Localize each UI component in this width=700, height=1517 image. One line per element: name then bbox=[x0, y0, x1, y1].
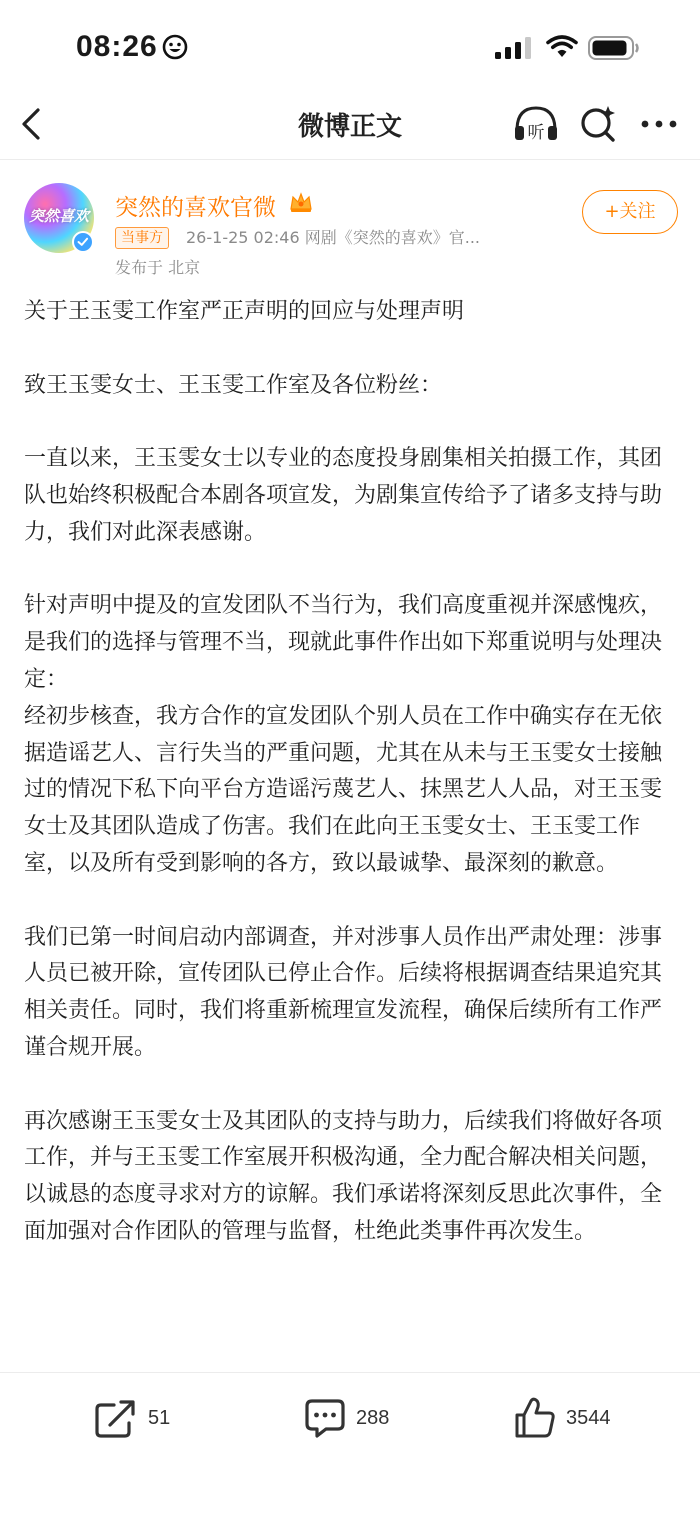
post-content bbox=[24, 294, 680, 1251]
comment-count: 288 bbox=[356, 1407, 390, 1429]
like-count: 3544 bbox=[566, 1407, 611, 1429]
post-meta: 26-1-25 02:46 网剧《突然的喜欢》官... bbox=[186, 228, 480, 247]
paragraph-gap bbox=[24, 883, 680, 920]
comment-button[interactable] bbox=[304, 1399, 414, 1439]
like-button[interactable] bbox=[514, 1399, 634, 1439]
battery-icon bbox=[588, 36, 640, 60]
post-title: 关于王玉雯工作室严正声明的回应与处理声明 bbox=[24, 299, 465, 324]
search-icon[interactable] bbox=[578, 102, 618, 146]
post-paragraph: 经初步核查，我方合作的宣发团队个别人员在工作中确实存在无依据造谣艺人、言行失当的严重问题，尤其在从未与王玉雯女士接触过的情况下私下向平台方造谣污蔑艺人、抹黑艺人人品，对王玉雯女士及其团队造成了伤害。我们在此向王玉雯女士、王玉雯工作室，以及所有受到影响的各方，致以最诚挚、最深刻的歉意。 bbox=[24, 703, 663, 876]
post-paragraph: 一直以来，王玉雯女士以专业的态度投身剧集相关拍摄工作，其团队也始终积极配合本剧各项宣发，为剧集宣传给予了诸多支持与助力，我们对此深表感谢。 bbox=[24, 446, 663, 545]
post-paragraph: 我们已第一时间启动内部调查，并对涉事人员作出严肃处理：涉事人员已被开除，宣传团队已停止合作。后续将根据调查结果追究其相关责任。同时，我们将重新梳理宣发流程，确保后续所有工作严谨合规开展。 bbox=[24, 924, 663, 1060]
post-paragraph: 致王玉雯女士、王玉雯工作室及各位粉丝： bbox=[24, 372, 443, 398]
follow-button[interactable]: +关注 bbox=[582, 190, 678, 234]
smiley-icon bbox=[162, 34, 188, 60]
paragraph-gap bbox=[24, 552, 680, 589]
status-bar bbox=[0, 0, 700, 90]
vip-crown-icon bbox=[288, 189, 314, 215]
post-paragraph: 再次感谢王玉雯女士及其团队的支持与助力，后续我们将做好各项工作，并与王玉雯工作室展开积极沟通，全力配合解决相关问题，以诚恳的态度寻求对方的谅解。我们承诺将深刻反思此次事件，全面加强对合作团队的管理与监督，杜绝此类事件再次发生。 bbox=[24, 1108, 663, 1244]
paragraph-gap bbox=[24, 404, 680, 441]
nav-bar bbox=[0, 90, 700, 160]
status-time: 08:26 bbox=[76, 30, 158, 63]
comment-icon bbox=[304, 1398, 346, 1440]
paragraph-gap bbox=[24, 1067, 680, 1104]
verified-icon bbox=[72, 231, 94, 253]
party-tag: 当事方 bbox=[115, 227, 169, 249]
repost-count: 51 bbox=[148, 1407, 171, 1429]
wifi-icon bbox=[545, 35, 579, 59]
listen-label: 听 bbox=[527, 123, 545, 143]
author-name[interactable]: 突然的喜欢官微 bbox=[115, 195, 276, 221]
post-paragraph: 针对声明中提及的宣发团队不当行为，我们高度重视并深感愧疚，是我们的选择与管理不当，现就此事件作出如下郑重说明与处理决定： bbox=[24, 593, 663, 692]
repost-button[interactable] bbox=[94, 1399, 194, 1439]
author-row bbox=[0, 175, 700, 285]
action-bar bbox=[0, 1372, 700, 1462]
like-icon bbox=[514, 1397, 556, 1439]
avatar-text: 突然喜欢 bbox=[28, 207, 89, 225]
signal-icon bbox=[495, 37, 535, 59]
repost-icon bbox=[94, 1399, 138, 1439]
paragraph-gap bbox=[24, 331, 680, 368]
post-location: 发布于 北京 bbox=[115, 258, 201, 277]
more-icon[interactable] bbox=[640, 110, 680, 140]
listen-icon[interactable] bbox=[512, 102, 560, 146]
page-title: 微博正文 bbox=[297, 112, 402, 142]
